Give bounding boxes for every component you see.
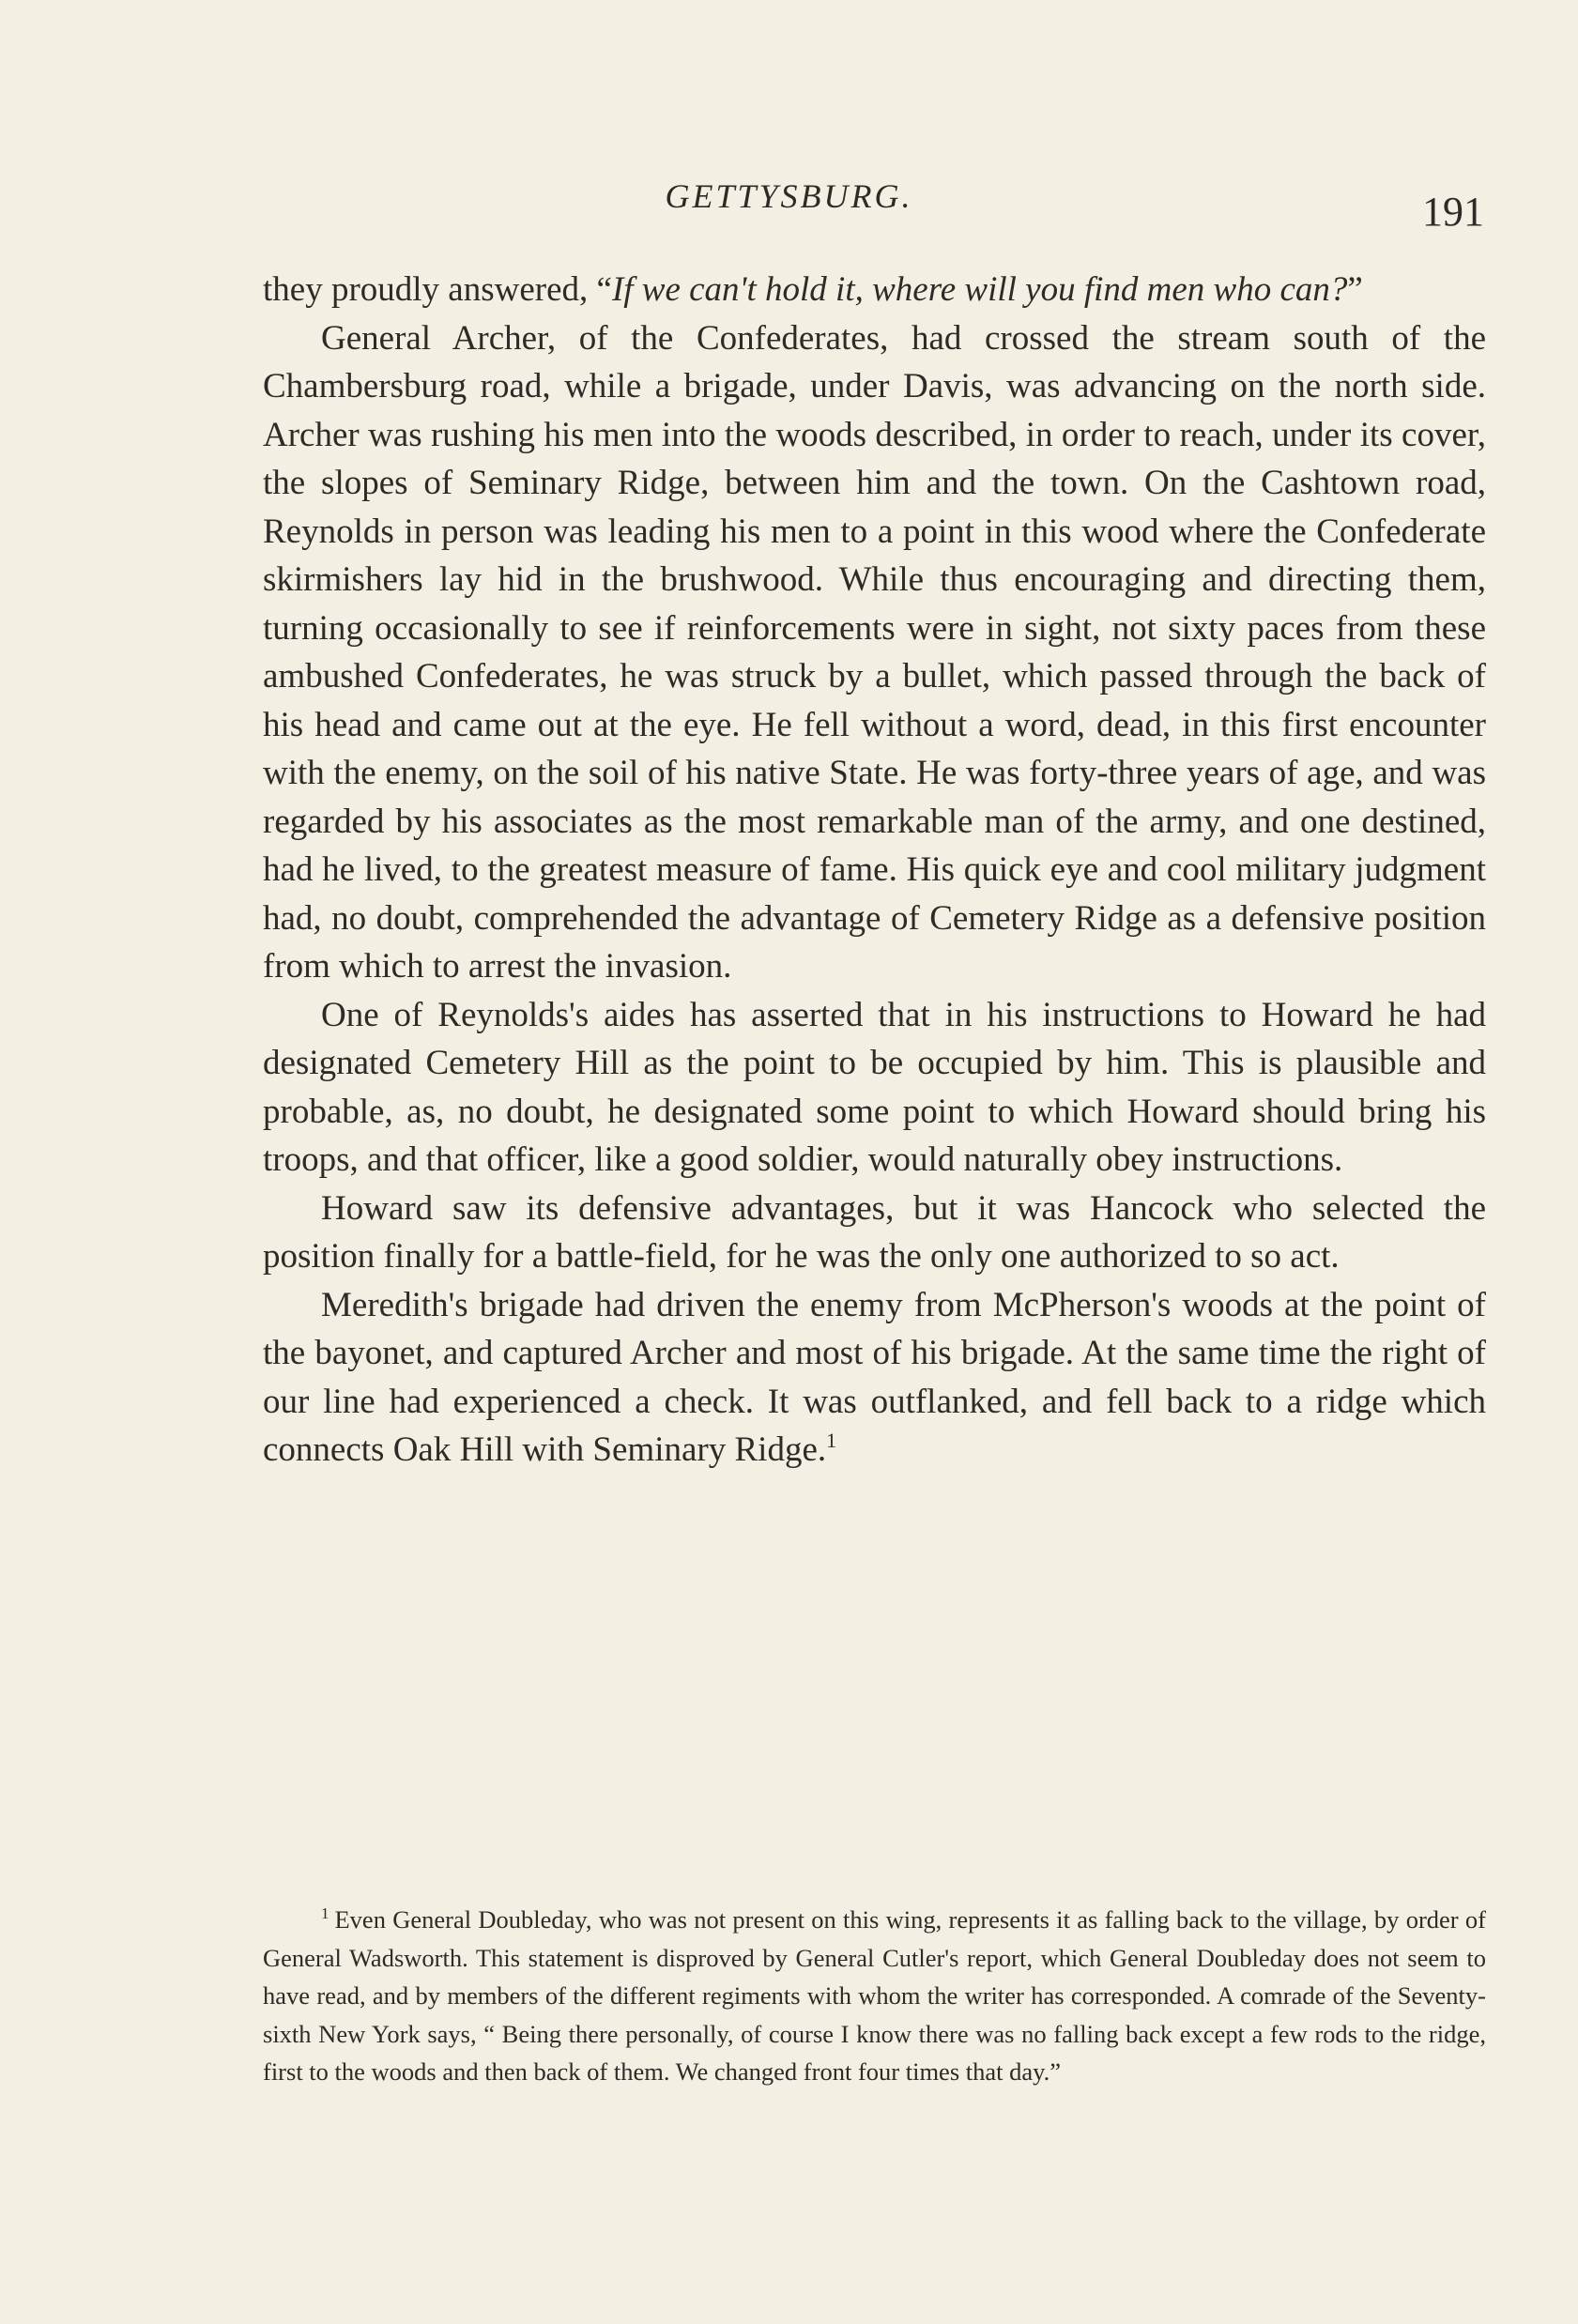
footnote-text: Even General Doubleday, who was not present on this wing, represents it as falling back to the village, by order of General Wadsworth. This statement is disproved by General Cutler's report, which General Doubleday does not seem to have read, and by members of the different regiments with whom the writer has corresponded. A comrade of the Seventy-sixth New York says, “ Being there personally, of course I know there was no falling back except a few rods to the ridge, first to the woods and then back of them. We changed front four times that day.” bbox=[263, 1905, 1486, 2086]
quoted-reply: If we can't hold it, where will you find men who can? bbox=[611, 270, 1348, 309]
footnote-reference: 1 bbox=[826, 1429, 837, 1452]
paragraph-1-lead: they proudly answered, “ bbox=[263, 270, 612, 309]
paragraph-5 bbox=[263, 1281, 1486, 1475]
paragraph-4: Howard saw its defensive advantages, but it was Hancock who selected the position finally for a battle-field, for he was the only one authorized to so act. bbox=[263, 1188, 1486, 1276]
paragraph-1 bbox=[263, 266, 1486, 314]
paragraph-2: General Archer, of the Confederates, had crossed the stream south of the Chambersburg road, while a brigade, under Davis, was advancing on the north side. Archer was rushing his men into the woods described, in order to reach, under its cover, the slopes of Seminary Ridge, between him and the town. On the Cashtown road, Reynolds in person was leading his men to a point in this wood where the Confederate skirmishers lay hid in the brushwood. While thus encouraging and directing them, turning occasionally to see if reinforcements were in sight, not sixty paces from these ambushed Confederates, he was struck by a bullet, which passed through the back of his head and came out at the eye. He fell without a word, dead, in this first encounter with the enemy, on the soil of his native State. He was forty-three years of age, and was regarded by his associates as the most remarkable man of the army, and one destined, had he lived, to the greatest measure of fame. His quick eye and cool military judgment had, no doubt, comprehended the advantage of Cemetery Ridge as a defensive position from which to arrest the invasion. bbox=[263, 318, 1486, 986]
running-title: GETTYSBURG. bbox=[665, 177, 913, 215]
page-number: 191 bbox=[1422, 189, 1484, 235]
paragraph-1-close-quote: ” bbox=[1347, 270, 1363, 309]
paragraph-3: One of Reynolds's aides has asserted that in his instructions to Howard he had designated Cemetery Hill as the point to be occupied by him. This is plausible and probable, as, no doubt, he designated some point to which Howard should bring his troops, and that officer, like a good soldier, would naturally obey instructions. bbox=[263, 995, 1486, 1179]
body-text bbox=[263, 266, 1486, 1475]
paragraph-5-text: Meredith's brigade had driven the enemy from McPherson's woods at the point of the bayonet, and captured Archer and most of his brigade. At the same time the right of our line had experienced a check. It was outflanked, and fell back to a ridge which connects Oak Hill with Seminary Ridge. bbox=[263, 1285, 1486, 1469]
footnote bbox=[263, 1901, 1486, 2091]
footnote-marker: 1 bbox=[321, 1904, 329, 1922]
